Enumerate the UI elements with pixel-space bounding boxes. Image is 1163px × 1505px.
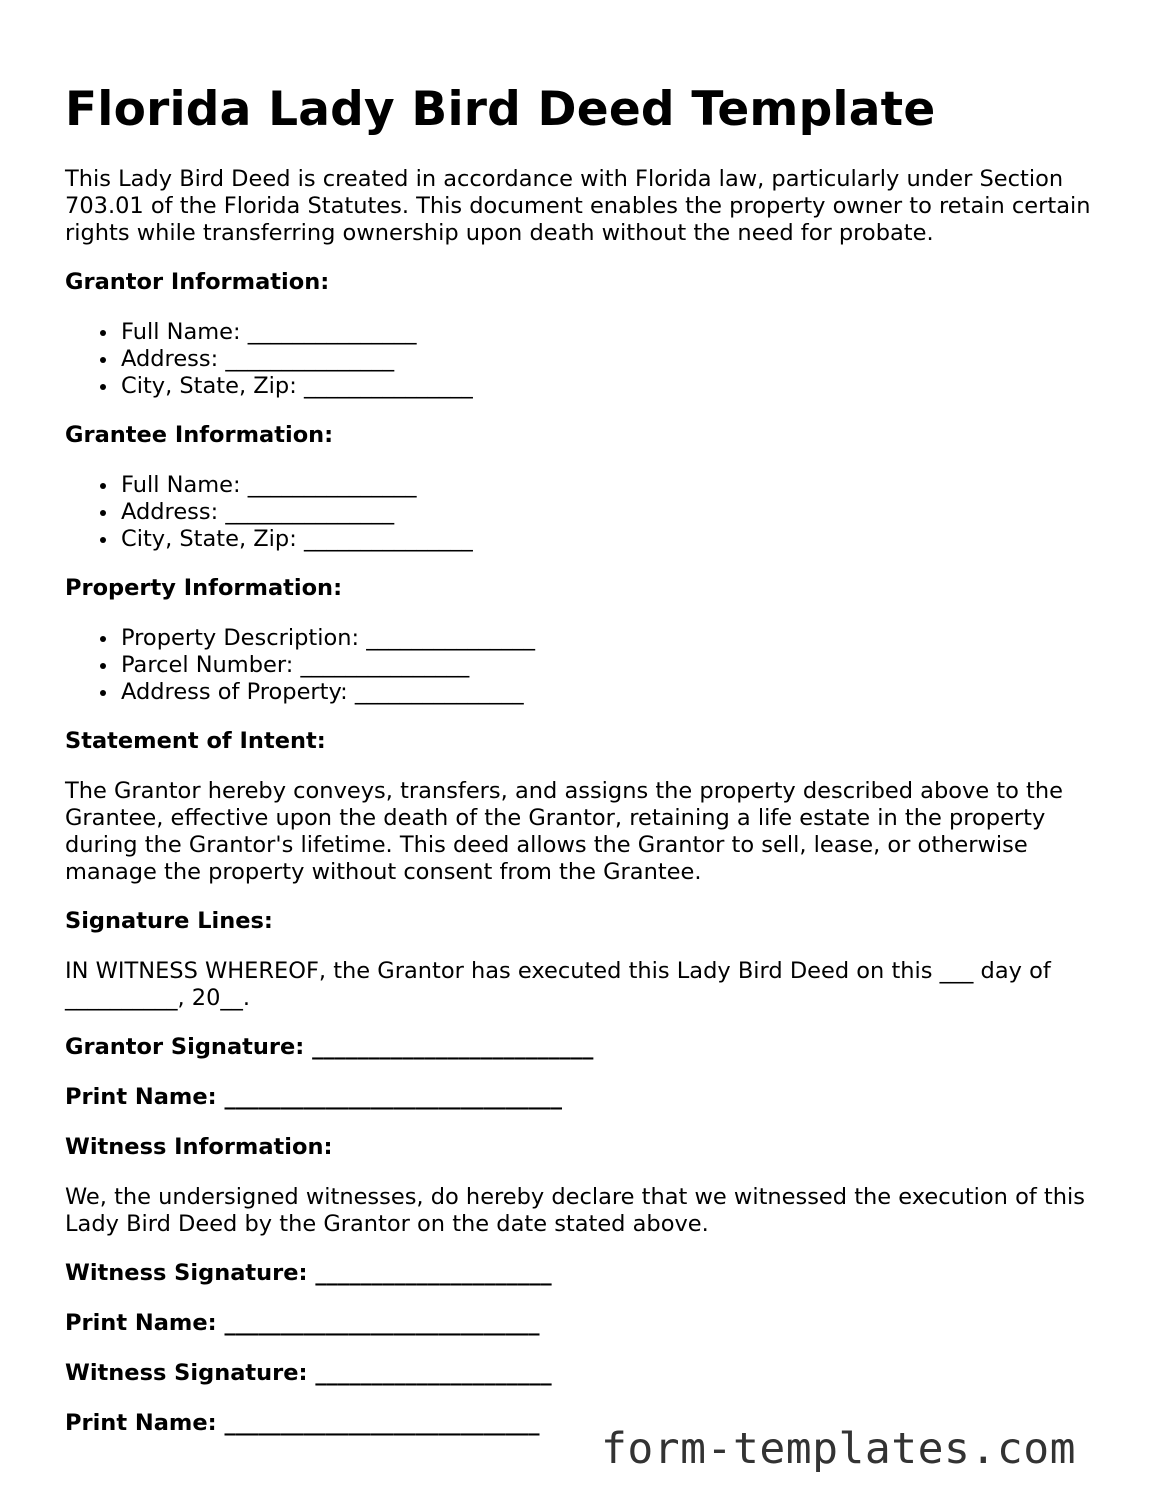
witness1-signature-line: Witness Signature: _____________________ bbox=[65, 1260, 552, 1286]
witness2-signature-line: Witness Signature: _____________________ bbox=[65, 1360, 552, 1386]
property-description-field: Property Description: _______________ bbox=[121, 625, 1115, 652]
grantee-address-field: Address: _______________ bbox=[121, 499, 1115, 526]
grantor-full-name-field: Full Name: _______________ bbox=[121, 319, 1115, 346]
property-address-field: Address of Property: _______________ bbox=[121, 679, 1115, 706]
witness-heading: Witness Information: bbox=[65, 1134, 333, 1160]
parcel-number-field: Parcel Number: _______________ bbox=[121, 652, 1115, 679]
witness1-print-name-line: Print Name: ____________________________ bbox=[65, 1310, 540, 1336]
intro-paragraph: This Lady Bird Deed is created in accordance with Florida law, particularly under Section 703.01 of the Florida Statutes. This document enables the property owner to retain certain rights while transferring ownership upon death without the need for probate. bbox=[65, 166, 1091, 246]
property-heading: Property Information: bbox=[65, 575, 343, 601]
grantor-heading: Grantor Information: bbox=[65, 269, 330, 295]
witness-paragraph: We, the undersigned witnesses, do hereby declare that we witnessed the execution of this Lady Bird Deed by the Grantor on the date stated above. bbox=[65, 1184, 1085, 1237]
grantee-heading: Grantee Information: bbox=[65, 422, 334, 448]
grantor-list bbox=[65, 319, 1115, 400]
watermark-logo: form-templates.com bbox=[601, 1424, 1076, 1474]
document-title: Florida Lady Bird Deed Template bbox=[65, 82, 936, 137]
intent-heading: Statement of Intent: bbox=[65, 728, 326, 754]
document-page bbox=[65, 82, 1115, 1460]
witness2-print-name-line: Print Name: ____________________________ bbox=[65, 1410, 540, 1436]
grantor-city-state-zip-field: City, State, Zip: _______________ bbox=[121, 373, 1115, 400]
grantee-full-name-field: Full Name: _______________ bbox=[121, 472, 1115, 499]
intent-paragraph: The Grantor hereby conveys, transfers, and assigns the property described above to the Grantee, effective upon the death of the Grantor, retaining a life estate in the property during the Grantor's lifetime. This deed allows the Grantor to sell, lease, or otherwise manage the property without consent from the Grantee. bbox=[65, 778, 1063, 885]
property-list bbox=[65, 625, 1115, 706]
grantor-signature-line: Grantor Signature: _________________________ bbox=[65, 1034, 594, 1060]
witness-whereof-paragraph: IN WITNESS WHEREOF, the Grantor has executed this Lady Bird Deed on this ___ day of __________, 20__. bbox=[65, 958, 1051, 1011]
grantor-address-field: Address: _______________ bbox=[121, 346, 1115, 373]
grantor-print-name-line: Print Name: ______________________________ bbox=[65, 1084, 562, 1110]
grantee-list bbox=[65, 472, 1115, 553]
signature-lines-heading: Signature Lines: bbox=[65, 908, 273, 934]
grantee-city-state-zip-field: City, State, Zip: _______________ bbox=[121, 526, 1115, 553]
